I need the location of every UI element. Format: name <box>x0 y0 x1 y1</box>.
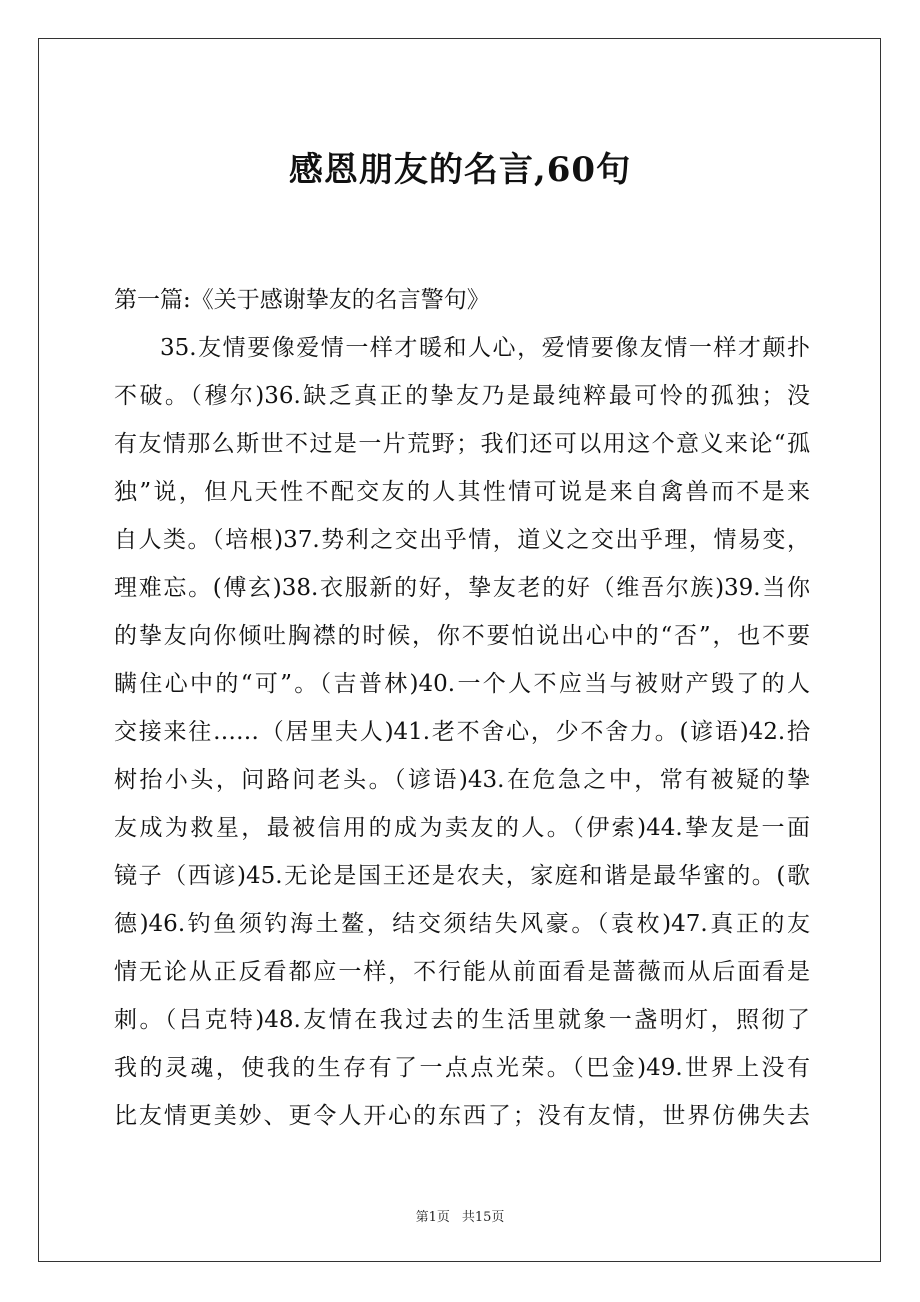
body-line: 树抬小头，问路问老头。（谚语)43.在危急之中，常有被疑的挚 <box>114 767 810 793</box>
section-heading: 第一篇:《关于感谢挚友的名言警句》 <box>114 287 490 313</box>
body-line: 交接来往……（居里夫人)41.老不舍心，少不舍力。(谚语)42.拾 <box>114 719 810 745</box>
document-body <box>114 324 810 1140</box>
body-line: 自人类。（培根)37.势利之交出乎情，道义之交出乎理，情易变， <box>114 527 810 553</box>
body-line: 情无论从正反看都应一样，不行能从前面看是蔷薇而从后面看是 <box>114 959 810 985</box>
body-line: 比友情更美妙、更令人开心的东西了；没有友情，世界仿佛失去 <box>114 1103 810 1129</box>
body-line: 35.友情要像爱情一样才暖和人心，爱情要像友情一样才颠扑 <box>160 335 810 361</box>
body-line: 独”说，但凡天性不配交友的人其性情可说是来自禽兽而不是来 <box>114 479 810 505</box>
body-line: 德)46.钓鱼须钓海土鳌，结交须结失风豪。（袁枚)47.真正的友 <box>114 911 810 937</box>
body-line: 镜子（西谚)45.无论是国王还是农夫，家庭和谐是最华蜜的。(歌 <box>114 863 810 889</box>
body-line: 瞒住心中的“可”。（吉普林)40.一个人不应当与被财产毁了的人 <box>114 671 810 697</box>
page-number: 第1页 <box>415 1210 450 1225</box>
body-line: 我的灵魂，使我的生存有了一点点光荣。（巴金)49.世界上没有 <box>114 1055 810 1081</box>
body-line: 有友情那么斯世不过是一片荒野；我们还可以用这个意义来论“孤 <box>114 431 810 457</box>
page-total: 共15页 <box>461 1210 505 1225</box>
body-line: 不破。（穆尔)36.缺乏真正的挚友乃是最纯粹最可怜的孤独；没 <box>114 383 810 409</box>
body-line: 友成为救星，最被信用的成为卖友的人。（伊索)44.挚友是一面 <box>114 815 810 841</box>
body-line: 理难忘。(傅玄)38.衣服新的好，挚友老的好（维吾尔族)39.当你 <box>114 575 810 601</box>
document-title: 感恩朋友的名言,60句 <box>288 150 632 190</box>
body-line: 的挚友向你倾吐胸襟的时候，你不要怕说出心中的“否”，也不要 <box>114 623 810 649</box>
page-footer <box>0 1206 920 1225</box>
body-line: 刺。（吕克特)48.友情在我过去的生活里就象一盏明灯，照彻了 <box>114 1007 810 1033</box>
